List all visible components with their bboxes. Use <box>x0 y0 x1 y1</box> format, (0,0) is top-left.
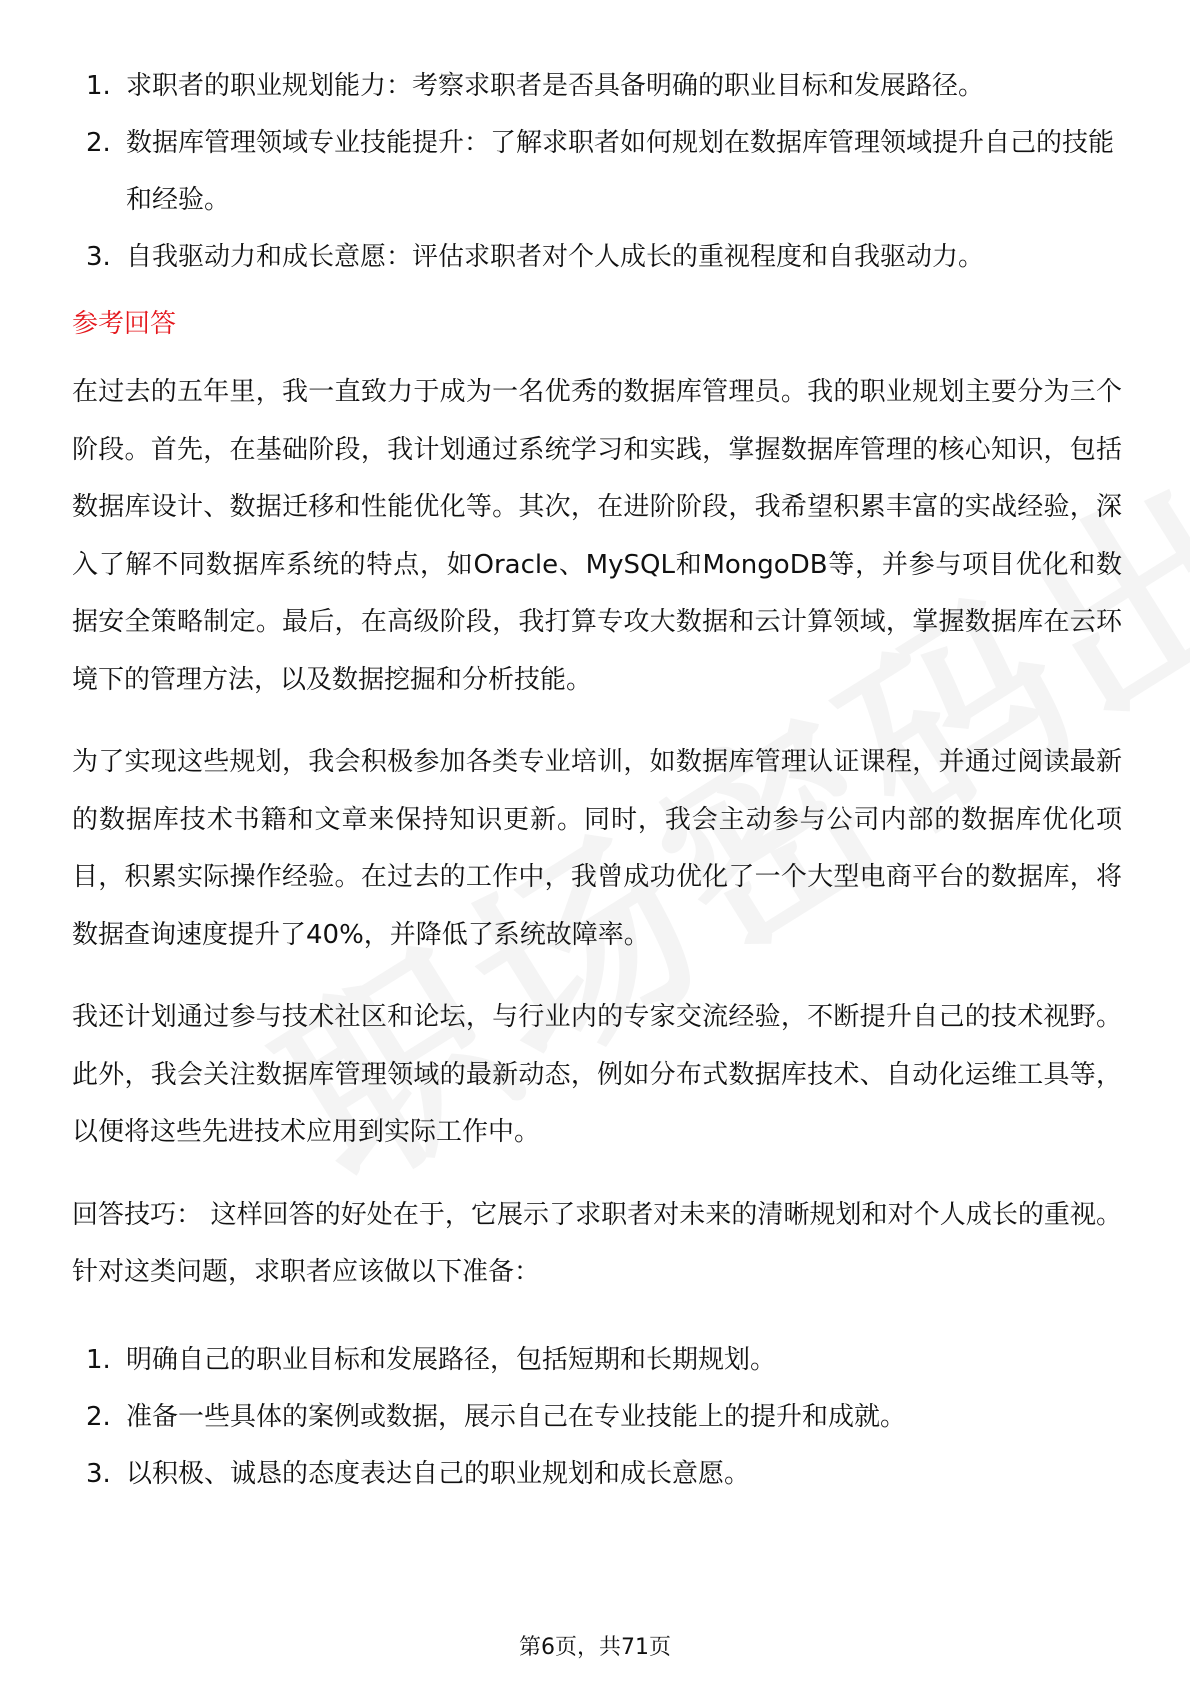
preparation-list <box>72 1332 1122 1503</box>
list-item-text: 数据库管理领域专业技能提升：了解求职者如何规划在数据库管理领域提升自己的技能和经验。 <box>126 128 1115 215</box>
list-item-text: 自我驱动力和成长意愿：评估求职者对个人成长的重视程度和自我驱动力。 <box>126 242 985 272</box>
tips-paragraph: 回答技巧： 这样回答的好处在于，它展示了求职者对未来的清晰规划和对个人成长的重视。针对这类问题，求职者应该做以下准备： <box>72 1199 1122 1287</box>
list-item <box>72 1389 1122 1446</box>
answer-paragraph: 在过去的五年里，我一直致力于成为一名优秀的数据库管理员。我的职业规划主要分为三个阶段。首先，在基础阶段，我计划通过系统学习和实践，掌握数据库管理的核心知识，包括数据库设计、数据迁移和性能优化等。其次，在进阶阶段，我希望积累丰富的实战经验，深入了解不同数据库系统的特点，如Oracle、MySQL和MongoDB等，并参与项目优化和数据安全策略制定。最后，在高级阶段，我打算专攻大数据和云计算领域，掌握数据库在云环境下的管理方法，以及数据挖掘和分析技能。 <box>72 377 1122 695</box>
list-item-number: 3. <box>86 242 111 272</box>
page-content <box>72 58 1122 1503</box>
page-number: 第6页，共71页 <box>519 1635 671 1660</box>
list-item <box>72 1332 1122 1389</box>
list-item-number: 1. <box>86 1344 111 1375</box>
answer-paragraph: 我还计划通过参与技术社区和论坛，与行业内的专家交流经验，不断提升自己的技术视野。此外，我会关注数据库管理领域的最新动态，例如分布式数据库技术、自动化运维工具等，以便将这些先进技术应用到实际工作中。 <box>72 1002 1122 1147</box>
list-item-text: 明确自己的职业目标和发展路径，包括短期和长期规划。 <box>126 1344 777 1375</box>
list-item-number: 1. <box>86 71 111 101</box>
list-item-number: 2. <box>86 1401 111 1432</box>
list-item-number: 2. <box>86 128 111 158</box>
list-item <box>72 1446 1122 1503</box>
answer-paragraph: 为了实现这些规划，我会积极参加各类专业培训，如数据库管理认证课程，并通过阅读最新的数据库技术书籍和文章来保持知识更新。同时，我会主动参与公司内部的数据库优化项目，积累实际操作经验。在过去的工作中，我曾成功优化了一个大型电商平台的数据库，将数据查询速度提升了40%，并降低了系统故障率。 <box>72 747 1122 950</box>
list-item-text: 求职者的职业规划能力：考察求职者是否具备明确的职业目标和发展路径。 <box>126 71 985 101</box>
list-item-text: 准备一些具体的案例或数据，展示自己在专业技能上的提升和成就。 <box>126 1401 907 1432</box>
evaluation-points-list <box>72 58 1122 286</box>
section-heading: 参考回答 <box>72 309 177 339</box>
list-item-text: 以积极、诚恳的态度表达自己的职业规划和成长意愿。 <box>126 1458 751 1489</box>
list-item-number: 3. <box>86 1458 111 1489</box>
list-item <box>72 115 1122 229</box>
list-item <box>72 229 1122 286</box>
list-item <box>72 58 1122 115</box>
